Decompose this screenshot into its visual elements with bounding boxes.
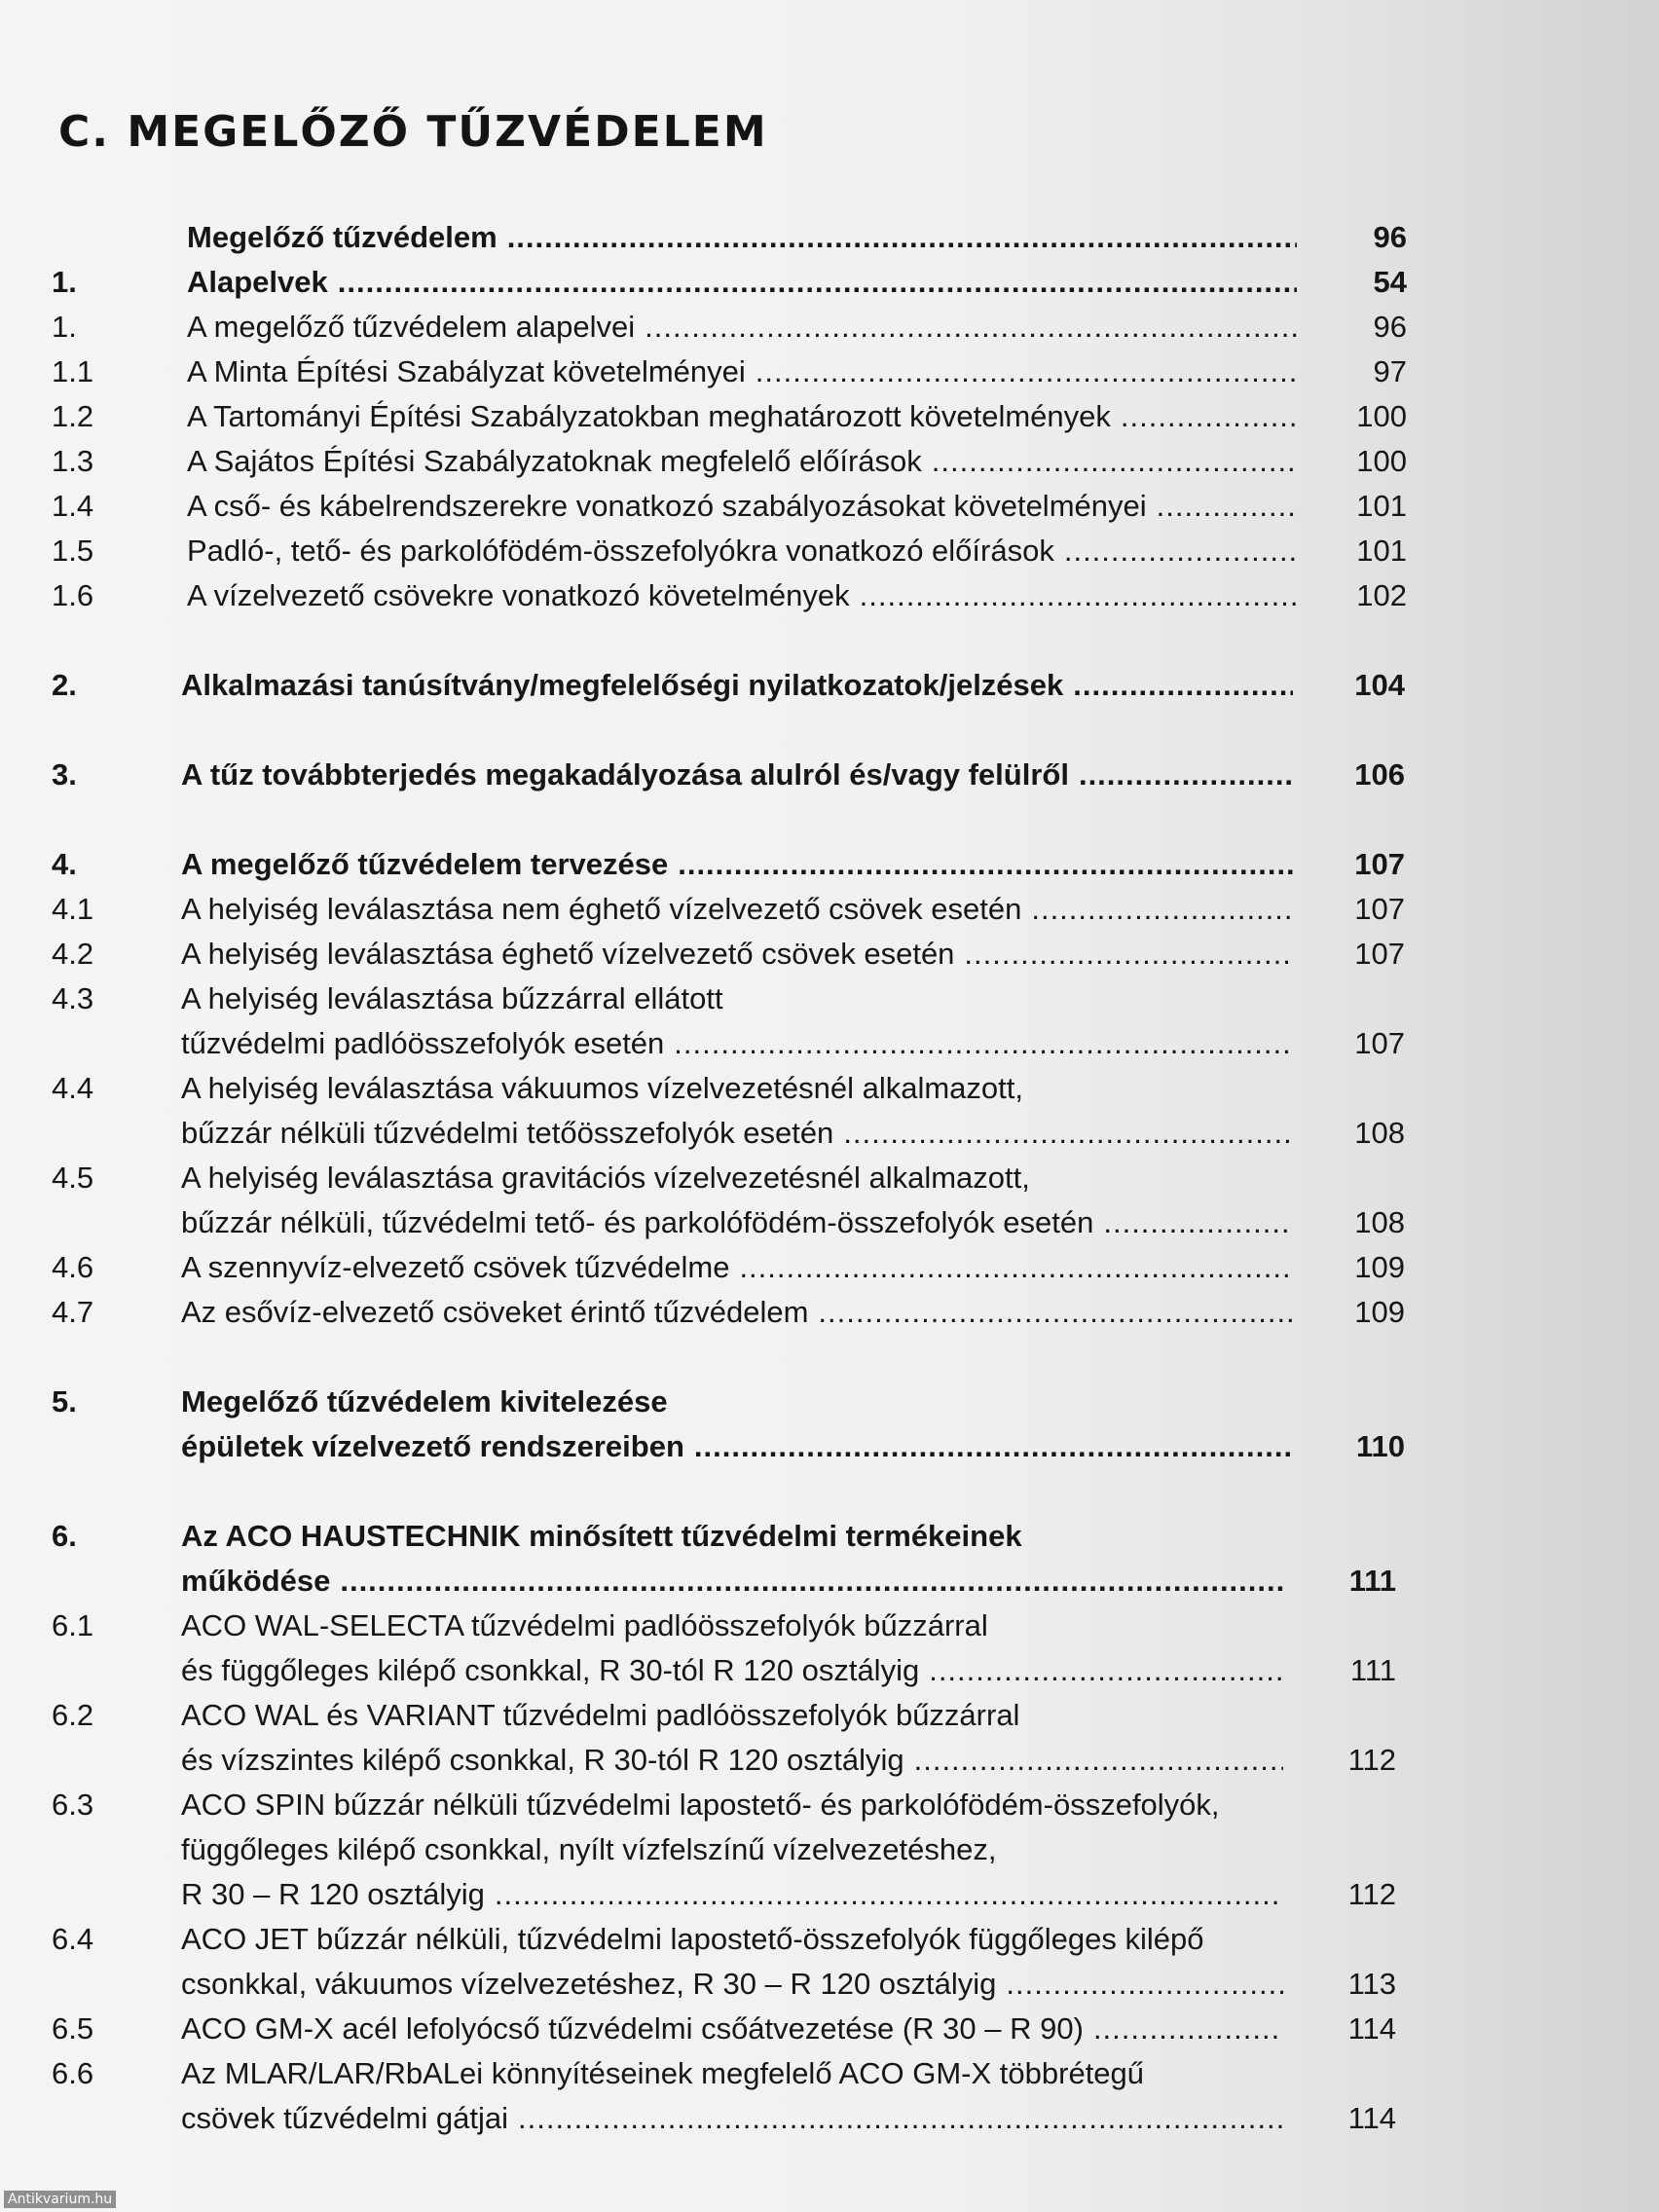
- toc-entry-number: 6.5: [52, 2011, 94, 2046]
- toc-dot-leader: [1064, 530, 1297, 572]
- toc-entry: [0, 888, 1659, 931]
- toc-entry: [0, 1291, 1659, 1334]
- toc-dot-leader: [674, 1022, 1293, 1065]
- toc-page-number: 96: [1373, 310, 1407, 344]
- toc-entry: [0, 2097, 1659, 2140]
- toc-entry: [0, 933, 1659, 976]
- toc-dot-leader: [1103, 1201, 1293, 1244]
- toc-page-number: 111: [1348, 1564, 1396, 1598]
- toc-entry: [0, 2052, 1659, 2095]
- toc-entry-title: R 30 – R 120 osztályig: [181, 1877, 485, 1911]
- toc-dot-leader: [1079, 754, 1293, 796]
- toc-entry-number: 6.6: [52, 2056, 94, 2090]
- toc-dot-leader: [932, 440, 1297, 483]
- toc-entry: [0, 2008, 1659, 2050]
- toc-entry-number: 4.7: [52, 1295, 94, 1329]
- toc-entry-title: tűzvédelmi padlóösszefolyók esetén: [181, 1026, 665, 1060]
- toc-entry-title: A megelőző tűzvédelem tervezése: [181, 847, 669, 881]
- section-title: C. MEGELŐZŐ TŰZVÉDELEM: [58, 107, 768, 157]
- toc-entry: [0, 977, 1659, 1020]
- toc-dot-leader: [340, 1560, 1283, 1603]
- toc-page-number: 109: [1354, 1250, 1405, 1284]
- toc-entry: [0, 440, 1659, 483]
- toc-entry-title: ACO JET bűzzár nélküli, tűzvédelmi lapostető-összefolyók függőleges kilépő: [181, 1922, 1204, 1956]
- toc-entry-title: A helyiség leválasztása nem éghető vízelvezető csövek esetén: [181, 892, 1022, 926]
- toc-entry-number: 3.: [52, 757, 77, 792]
- toc-entry-title: Megelőző tűzvédelem: [187, 220, 498, 254]
- toc-entry-title: A helyiség leválasztása gravitációs vízelvezetésnél alkalmazott,: [181, 1161, 1030, 1195]
- toc-entry-title: Alkalmazási tanúsítvány/megfelelőségi nyilatkozatok/jelzések: [181, 668, 1064, 702]
- toc-entry-title: bűzzár nélküli tűzvédelmi tetőösszefolyók esetén: [181, 1116, 834, 1150]
- toc-entry-title: és vízszintes kilépő csonkkal, R 30-tól R 120 osztályig: [181, 1743, 904, 1777]
- toc-page-number: 106: [1354, 757, 1405, 792]
- toc-entry: [0, 1022, 1659, 1065]
- toc-entry: [0, 485, 1659, 528]
- toc-entry-number: 6.4: [52, 1922, 94, 1956]
- toc-page-number: 114: [1347, 2011, 1396, 2046]
- toc-entry: [0, 1918, 1659, 1961]
- toc-page-number: 102: [1356, 578, 1407, 612]
- toc-page-number: 100: [1356, 444, 1407, 478]
- toc-entry-title: A helyiség leválasztása bűzzárral ellátott: [181, 981, 723, 1015]
- toc-entry-title: Az esővíz-elvezető csöveket érintő tűzvédelem: [181, 1295, 809, 1329]
- toc-dot-leader: [1031, 888, 1293, 931]
- toc-entry: [0, 530, 1659, 572]
- toc-entry: [0, 1649, 1659, 1692]
- toc-entry: [0, 1067, 1659, 1110]
- toc-dot-leader: [694, 1425, 1293, 1468]
- toc-entry-title: épületek vízelvezető rendszereiben: [181, 1429, 684, 1463]
- toc-dot-leader: [645, 306, 1297, 349]
- toc-entry-title: és függőleges kilépő csonkkal, R 30-tól R 120 osztályig: [181, 1653, 920, 1687]
- toc-entry-title: A cső- és kábelrendszerekre vonatkozó szabályozásokat követelményei: [187, 489, 1147, 523]
- toc-page-number: 108: [1354, 1116, 1405, 1150]
- toc-entry: [0, 1112, 1659, 1155]
- watermark: Antikvarium.hu: [4, 2191, 116, 2208]
- toc-dot-leader: [964, 933, 1293, 976]
- toc-page-number: 107: [1354, 892, 1405, 926]
- toc-entry-number: 6.3: [52, 1788, 94, 1822]
- toc-page-number: 104: [1354, 668, 1405, 702]
- toc-page-number: 97: [1373, 354, 1407, 388]
- toc-page-number: 111: [1349, 1653, 1396, 1687]
- toc-entry-title: függőleges kilépő csonkkal, nyílt vízfelszínű vízelvezetéshez,: [181, 1832, 997, 1866]
- toc-page-number: 108: [1354, 1205, 1405, 1239]
- toc-page-number: 112: [1347, 1743, 1396, 1777]
- toc-entry-title: csonkkal, vákuumos vízelvezetéshez, R 30 – R 120 osztályig: [181, 1967, 997, 2001]
- toc-dot-leader: [1121, 395, 1297, 438]
- toc-dot-leader: [1073, 664, 1293, 707]
- toc-entry-title: A helyiség leválasztása vákuumos vízelvezetésnél alkalmazott,: [181, 1071, 1023, 1105]
- toc-entry: [0, 1604, 1659, 1647]
- toc-entry-title: ACO SPIN bűzzár nélküli tűzvédelmi lapostető- és parkolófödém-összefolyók,: [181, 1788, 1220, 1822]
- toc-entry-number: 4.2: [52, 937, 94, 971]
- toc-entry-title: A Minta Építési Szabályzat követelményei: [187, 354, 746, 388]
- toc-entry-title: A szennyvíz-elvezető csövek tűzvédelme: [181, 1250, 730, 1284]
- toc-entry-number: 1.5: [52, 534, 94, 568]
- toc-entry-title: A Sajátos Építési Szabályzatoknak megfelelő előírások: [187, 444, 922, 478]
- toc-entry: [0, 1784, 1659, 1826]
- toc-dot-leader: [678, 843, 1293, 886]
- toc-page-number: 107: [1354, 937, 1405, 971]
- toc-entry: [0, 754, 1659, 796]
- toc-entry-number: 4.5: [52, 1161, 94, 1195]
- toc-entry-number: 4.1: [52, 892, 94, 926]
- toc-entry-number: 6.1: [52, 1608, 94, 1642]
- toc-entry-number: 4.6: [52, 1250, 94, 1284]
- toc-entry-title: A helyiség leválasztása éghető vízelvezető csövek esetén: [181, 937, 955, 971]
- toc-entry: [0, 1873, 1659, 1916]
- toc-entry: [0, 1201, 1659, 1244]
- toc-dot-leader: [518, 2097, 1283, 2140]
- toc-entry-title: Alapelvek: [187, 265, 328, 299]
- toc-entry-title: Megelőző tűzvédelem kivitelezése: [181, 1384, 668, 1419]
- toc-entry: [0, 1381, 1659, 1423]
- toc-dot-leader: [1157, 485, 1297, 528]
- toc-dot-leader: [1093, 2008, 1283, 2050]
- toc-entry-title: csövek tűzvédelmi gátjai: [181, 2101, 508, 2135]
- toc-dot-leader: [843, 1112, 1293, 1155]
- toc-entry-title: A megelőző tűzvédelem alapelvei: [187, 310, 636, 344]
- toc-entry: [0, 1828, 1659, 1871]
- toc-entry-title: Padló-, tető- és parkolófödém-összefolyókra vonatkozó előírások: [187, 534, 1054, 568]
- toc-entry-title: Az ACO HAUSTECHNIK minősített tűzvédelmi termékeinek: [181, 1519, 1022, 1553]
- toc-entry-title: ACO WAL és VARIANT tűzvédelmi padlóösszefolyók bűzzárral: [181, 1698, 1020, 1732]
- toc-entry-number: 1.4: [52, 489, 94, 523]
- toc-entry-number: 1.: [52, 310, 77, 344]
- toc-dot-leader: [739, 1246, 1293, 1289]
- toc-dot-leader: [756, 350, 1297, 393]
- toc-entry-number: 6.2: [52, 1698, 94, 1732]
- toc-entry: [0, 1694, 1659, 1737]
- toc-entry: [0, 574, 1659, 617]
- toc-dot-leader: [507, 216, 1297, 259]
- toc-entry: [0, 306, 1659, 349]
- toc-entry-title: A tűz továbbterjedés megakadályozása alulról és/vagy felülről: [181, 757, 1069, 792]
- toc-dot-leader: [495, 1873, 1283, 1916]
- toc-dot-leader: [860, 574, 1297, 617]
- toc-entry: [0, 843, 1659, 886]
- toc-entry-title: A vízelvezető csövekre vonatkozó követelmények: [187, 578, 850, 612]
- toc-entry-number: 6.: [52, 1519, 77, 1553]
- toc-dot-leader: [338, 261, 1297, 304]
- toc-entry-number: 2.: [52, 668, 77, 702]
- toc-entry-title: Az MLAR/LAR/RbALei könnyítéseinek megfelelő ACO GM-X többrétegű: [181, 2056, 1145, 2090]
- toc-dot-leader: [1006, 1963, 1283, 2006]
- toc-entry-number: 5.: [52, 1384, 77, 1419]
- toc-entry: [0, 1157, 1659, 1199]
- toc-entry: [0, 1560, 1659, 1603]
- toc-entry: [0, 395, 1659, 438]
- toc-page-number: 110: [1355, 1429, 1405, 1463]
- toc-entry: [0, 1515, 1659, 1558]
- toc-entry-number: 4.4: [52, 1071, 94, 1105]
- toc-entry-title: működése: [181, 1564, 331, 1598]
- toc-entry-title: ACO GM-X acél lefolyócső tűzvédelmi csőátvezetése (R 30 – R 90): [181, 2011, 1084, 2046]
- toc-dot-leader: [914, 1739, 1283, 1782]
- toc-dot-leader: [818, 1291, 1293, 1334]
- toc-page-number: 112: [1347, 1877, 1396, 1911]
- toc-page-number: 100: [1356, 399, 1407, 433]
- toc-entry: [0, 216, 1659, 259]
- toc-entry-number: 1.2: [52, 399, 94, 433]
- toc-entry: [0, 1425, 1659, 1468]
- toc-entry-number: 4.: [52, 847, 77, 881]
- toc-entry-title: bűzzár nélküli, tűzvédelmi tető- és parkolófödém-összefolyók esetén: [181, 1205, 1094, 1239]
- toc-entry: [0, 1246, 1659, 1289]
- toc-page-number: 54: [1373, 265, 1407, 299]
- toc-entry: [0, 261, 1659, 304]
- toc-entry: [0, 664, 1659, 707]
- toc-page-number: 113: [1347, 1967, 1396, 2001]
- toc-page-number: 107: [1354, 1026, 1405, 1060]
- toc-entry: [0, 1963, 1659, 2006]
- toc-entry-title: A Tartományi Építési Szabályzatokban meghatározott követelmények: [187, 399, 1111, 433]
- toc-page-number: 101: [1356, 489, 1407, 523]
- toc-entry-number: 1.: [52, 265, 77, 299]
- toc-page-number: 96: [1373, 220, 1407, 254]
- toc-entry: [0, 1739, 1659, 1782]
- toc-entry-number: 1.3: [52, 444, 94, 478]
- toc-page-number: 107: [1354, 847, 1405, 881]
- toc-page-number: 114: [1347, 2101, 1396, 2135]
- toc-page-number: 109: [1354, 1295, 1405, 1329]
- toc-entry-title: ACO WAL-SELECTA tűzvédelmi padlóösszefolyók bűzzárral: [181, 1608, 988, 1642]
- toc-page-number: 101: [1356, 534, 1407, 568]
- toc-entry-number: 1.1: [52, 354, 94, 388]
- toc-entry: [0, 350, 1659, 393]
- toc-dot-leader: [929, 1649, 1283, 1692]
- toc-entry-number: 1.6: [52, 578, 94, 612]
- toc-entry-number: 4.3: [52, 981, 94, 1015]
